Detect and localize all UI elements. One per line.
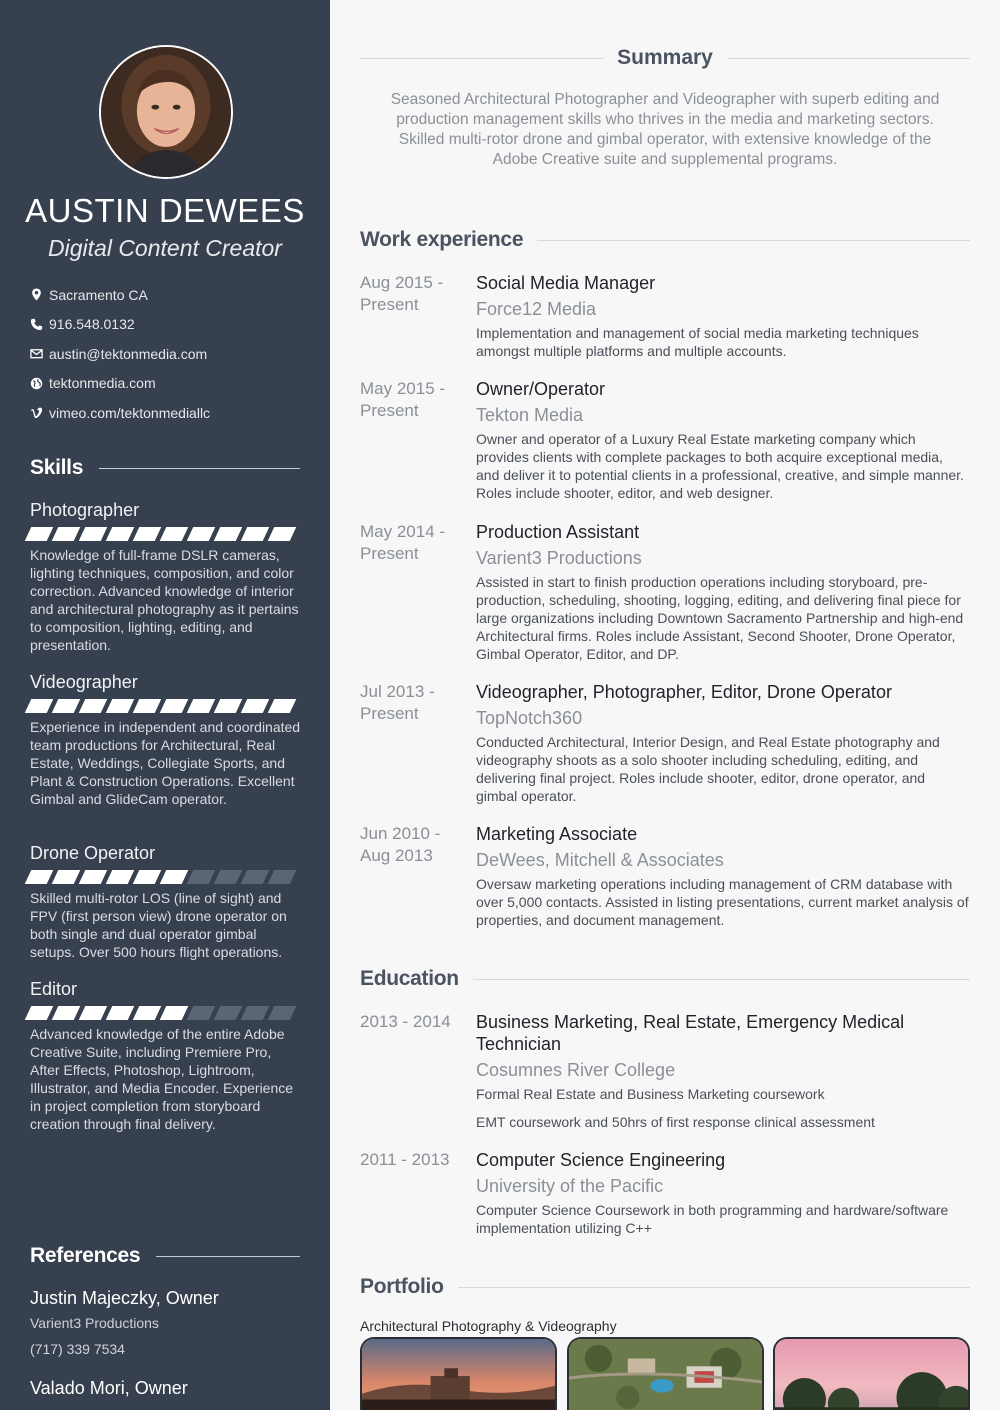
- contact-phone: [30, 310, 310, 340]
- portfolio-thumbnails: [360, 1337, 970, 1410]
- portfolio-heading-text: Portfolio: [360, 1275, 444, 1298]
- skill-level-segment-filled: [106, 870, 135, 884]
- skill-level-segment-filled: [79, 699, 108, 713]
- work-date-end: Present: [360, 704, 419, 723]
- location-pin-icon: [30, 288, 49, 302]
- skill-level-segment-empty: [268, 1006, 297, 1020]
- work-body: [476, 681, 970, 805]
- skill-level-segment-filled: [133, 1006, 162, 1020]
- skill-level-segment-filled: [25, 1006, 54, 1020]
- work-heading: [360, 228, 970, 252]
- references-heading-rule: [156, 1256, 300, 1257]
- skills-heading-text: Skills: [30, 456, 84, 479]
- work-date: [360, 521, 470, 565]
- reference-item: [30, 1378, 310, 1399]
- work-date-start: Jul 2013 -: [360, 682, 435, 701]
- work-date-start: May 2014 -: [360, 522, 446, 541]
- work-description: Implementation and management of social media marketing techniques amongst multiple platforms and multiple accounts.: [476, 325, 919, 359]
- skill-description: Advanced knowledge of the entire Adobe Creative Suite, including Premiere Pro, After Effects, Photoshop, Lightroom, Illustrator, and Media Encoder. Experience in project completion from storyboard creation through final delivery.: [30, 1026, 294, 1132]
- work-date-start: Aug 2015 -: [360, 273, 444, 292]
- work-body: [476, 378, 970, 502]
- contact-list: [30, 280, 310, 428]
- skill-level-segment-filled: [52, 699, 81, 713]
- references-heading: [30, 1244, 300, 1268]
- skill-level-bar: [28, 1006, 302, 1020]
- skill-level-segment-filled: [133, 870, 162, 884]
- work-org: DeWees, Mitchell & Associates: [476, 850, 724, 870]
- skill-level-segment-empty: [214, 870, 243, 884]
- work-date: [360, 823, 470, 867]
- skill-level-segment-filled: [268, 527, 297, 541]
- work-title: Owner/Operator: [476, 379, 606, 399]
- globe-icon: [30, 376, 49, 390]
- avatar: [99, 45, 233, 179]
- skill-level-segment-empty: [241, 1006, 270, 1020]
- contact-website-text[interactable]: tektonmedia.com: [49, 375, 156, 392]
- education-description: Computer Science Coursework in both programming and hardware/software implementation utilizing C++: [476, 1202, 949, 1236]
- candidate-role: Digital Content Creator: [48, 235, 282, 261]
- work-title: Videographer, Photographer, Editor, Drone Operator: [476, 682, 892, 702]
- portfolio-thumbnail[interactable]: [360, 1337, 557, 1410]
- work-date: [360, 378, 470, 422]
- skill-description: Skilled multi-rotor LOS (line of sight) and FPV (first person view) drone operator on both single and dual operator gimbal setups. Over 500 hours flight operations.: [30, 890, 287, 960]
- work-org: Varient3 Productions: [476, 548, 642, 568]
- skill-level-segment-filled: [79, 870, 108, 884]
- skill-name: Videographer: [30, 672, 138, 692]
- skill-level-segment-filled: [25, 527, 54, 541]
- portfolio-heading-rule: [458, 1287, 970, 1288]
- education-heading-rule: [473, 979, 970, 980]
- work-heading-text: Work experience: [360, 228, 524, 251]
- skill-item: [30, 672, 302, 808]
- skill-level-segment-filled: [106, 699, 135, 713]
- education-body: [476, 1011, 970, 1131]
- phone-icon: [30, 317, 49, 331]
- sidebar: [0, 0, 330, 1410]
- work-date-end: Present: [360, 295, 419, 314]
- work-description: Owner and operator of a Luxury Real Estate marketing company which provides clients with complete packages to both acquire exceptional media, and deliver it to potential clients in a professional, creative, and simple manner. Roles include shooter, editor, and web designer.: [476, 431, 964, 501]
- contact-email: [30, 339, 310, 369]
- email-icon: [30, 347, 49, 361]
- work-date-start: May 2015 -: [360, 379, 446, 398]
- work-date-end: Present: [360, 544, 419, 563]
- skill-level-bar: [28, 699, 302, 713]
- contact-vimeo: [30, 398, 310, 428]
- work-description: Conducted Architectural, Interior Design, and Real Estate photography and videography shoots as a solo shooter including scheduling, editing, and delivering final project. Roles include shooter, editor, drone operator, and gimbal operator.: [476, 734, 940, 804]
- skill-level-segment-filled: [25, 870, 54, 884]
- skill-level-segment-filled: [160, 699, 189, 713]
- skill-level-segment-filled: [106, 527, 135, 541]
- candidate-name: AUSTIN DEWEES: [25, 192, 305, 229]
- skill-level-segment-filled: [106, 1006, 135, 1020]
- education-description-extra: EMT coursework and 50hrs of first response clinical assessment: [476, 1114, 875, 1130]
- work-title: Marketing Associate: [476, 824, 638, 844]
- summary-text: Seasoned Architectural Photographer and Videographer with superb editing and production management skills who thrives in the media and marketing sectors. Skilled multi-rotor drone and gimbal operator, with extensive knowledge of the Adobe Creative suite and supplemental programs.: [390, 91, 940, 168]
- skill-level-segment-filled: [133, 699, 162, 713]
- work-body: [476, 823, 970, 929]
- skills-heading-rule: [99, 468, 300, 469]
- skill-level-segment-filled: [214, 699, 243, 713]
- education-title: Computer Science Engineering: [476, 1150, 726, 1170]
- skill-name: Editor: [30, 979, 78, 999]
- skill-level-segment-filled: [133, 527, 162, 541]
- skill-level-segment-filled: [52, 527, 81, 541]
- skill-level-segment-filled: [160, 870, 189, 884]
- work-description: Assisted in start to finish production operations including storyboard, pre-production, scheduling, shooting, logging, editing, and delivering final piece for large organizations including Downtown Sacramento Partnership and high-end Architectural firms. Roles include Assistant, Second Shooter, Drone Operator, Gimbal Operator, Editor, and DP.: [476, 574, 964, 662]
- education-body: [476, 1149, 970, 1237]
- skill-level-segment-empty: [241, 870, 270, 884]
- portfolio-thumbnail[interactable]: [773, 1337, 970, 1410]
- contact-website: [30, 369, 310, 399]
- contact-phone-text[interactable]: 916.548.0132: [49, 316, 135, 333]
- work-org: Tekton Media: [476, 405, 584, 425]
- skill-name: Photographer: [30, 500, 140, 520]
- skill-level-segment-filled: [52, 1006, 81, 1020]
- education-school: University of the Pacific: [476, 1176, 664, 1196]
- reference-name: Valado Mori, Owner: [30, 1378, 188, 1398]
- skill-description: Experience in independent and coordinated team productions for Architectural, Real Estate, Weddings, Collegiate Sports, and Plant & Construction Operations. Excellent Gimbal and GlideCam operator.: [30, 719, 301, 807]
- work-description: Oversaw marketing operations including management of CRM database with over 5,000 contacts. Assisted in listing presentations, current market analysis of properties, and document management.: [476, 876, 969, 928]
- work-body: [476, 272, 970, 360]
- work-date-start: Jun 2010 -: [360, 824, 441, 843]
- education-heading: [360, 967, 970, 991]
- portfolio-thumbnail[interactable]: [567, 1337, 764, 1410]
- skill-level-segment-empty: [268, 870, 297, 884]
- skills-heading: [30, 456, 300, 480]
- references-heading-text: References: [30, 1244, 141, 1267]
- skill-level-bar: [28, 870, 302, 884]
- skill-level-bar: [28, 527, 302, 541]
- skill-level-segment-empty: [187, 1006, 216, 1020]
- skill-level-segment-filled: [160, 527, 189, 541]
- work-title: Production Assistant: [476, 522, 640, 542]
- summary-rule-left: [360, 58, 603, 59]
- skill-level-segment-filled: [79, 1006, 108, 1020]
- skill-level-segment-filled: [241, 527, 270, 541]
- skill-level-segment-empty: [214, 1006, 243, 1020]
- skill-level-segment-filled: [187, 527, 216, 541]
- work-date: [360, 681, 470, 725]
- education-heading-text: Education: [360, 967, 459, 990]
- work-date-end: Present: [360, 401, 419, 420]
- summary-heading-text: Summary: [617, 46, 713, 69]
- contact-vimeo-text[interactable]: vimeo.com/tektonmediallc: [49, 404, 211, 421]
- skill-description: Knowledge of full-frame DSLR cameras, lighting techniques, composition, and color correction. Advanced knowledge of interior and architectural photography as it pertains to composition, lighting, editing, and presentation.: [30, 547, 299, 653]
- reference-name: Justin Majeczky, Owner: [30, 1288, 219, 1308]
- reference-company: Varient3 Productions: [30, 1315, 159, 1331]
- portfolio-label: Architectural Photography & Videography: [360, 1318, 617, 1334]
- portfolio-heading: [360, 1275, 970, 1299]
- vimeo-icon: [30, 406, 49, 420]
- skill-level-segment-filled: [187, 699, 216, 713]
- summary-heading: [360, 46, 970, 70]
- work-body: [476, 521, 970, 663]
- work-title: Social Media Manager: [476, 273, 656, 293]
- skill-level-segment-filled: [79, 527, 108, 541]
- skill-item: [30, 979, 302, 1133]
- contact-location-text: Sacramento CA: [49, 286, 148, 303]
- contact-email-text[interactable]: austin@tektonmedia.com: [49, 345, 208, 362]
- education-date: 2011 - 2013: [360, 1150, 450, 1169]
- skill-level-segment-filled: [52, 870, 81, 884]
- skill-level-segment-filled: [214, 527, 243, 541]
- education-school: Cosumnes River College: [476, 1060, 676, 1080]
- skill-level-segment-filled: [268, 699, 297, 713]
- skill-level-segment-filled: [160, 1006, 189, 1020]
- education-date: 2013 - 2014: [360, 1012, 451, 1031]
- skill-item: [30, 500, 302, 654]
- reference-phone: (717) 339 7534: [30, 1341, 125, 1357]
- skill-item: [30, 843, 302, 961]
- work-org: TopNotch360: [476, 708, 583, 728]
- work-heading-rule: [537, 240, 970, 241]
- work-date-end: Aug 2013: [360, 846, 433, 865]
- summary-rule-right: [727, 58, 970, 59]
- education-description: Formal Real Estate and Business Marketing coursework: [476, 1086, 825, 1102]
- skill-level-segment-empty: [187, 870, 216, 884]
- work-org: Force12 Media: [476, 299, 597, 319]
- education-title: Business Marketing, Real Estate, Emergency Medical Technician: [476, 1012, 905, 1054]
- reference-item: [30, 1288, 310, 1357]
- contact-location: [30, 280, 310, 310]
- skill-level-segment-filled: [25, 699, 54, 713]
- work-date: [360, 272, 470, 316]
- skill-name: Drone Operator: [30, 843, 156, 863]
- skill-level-segment-filled: [241, 699, 270, 713]
